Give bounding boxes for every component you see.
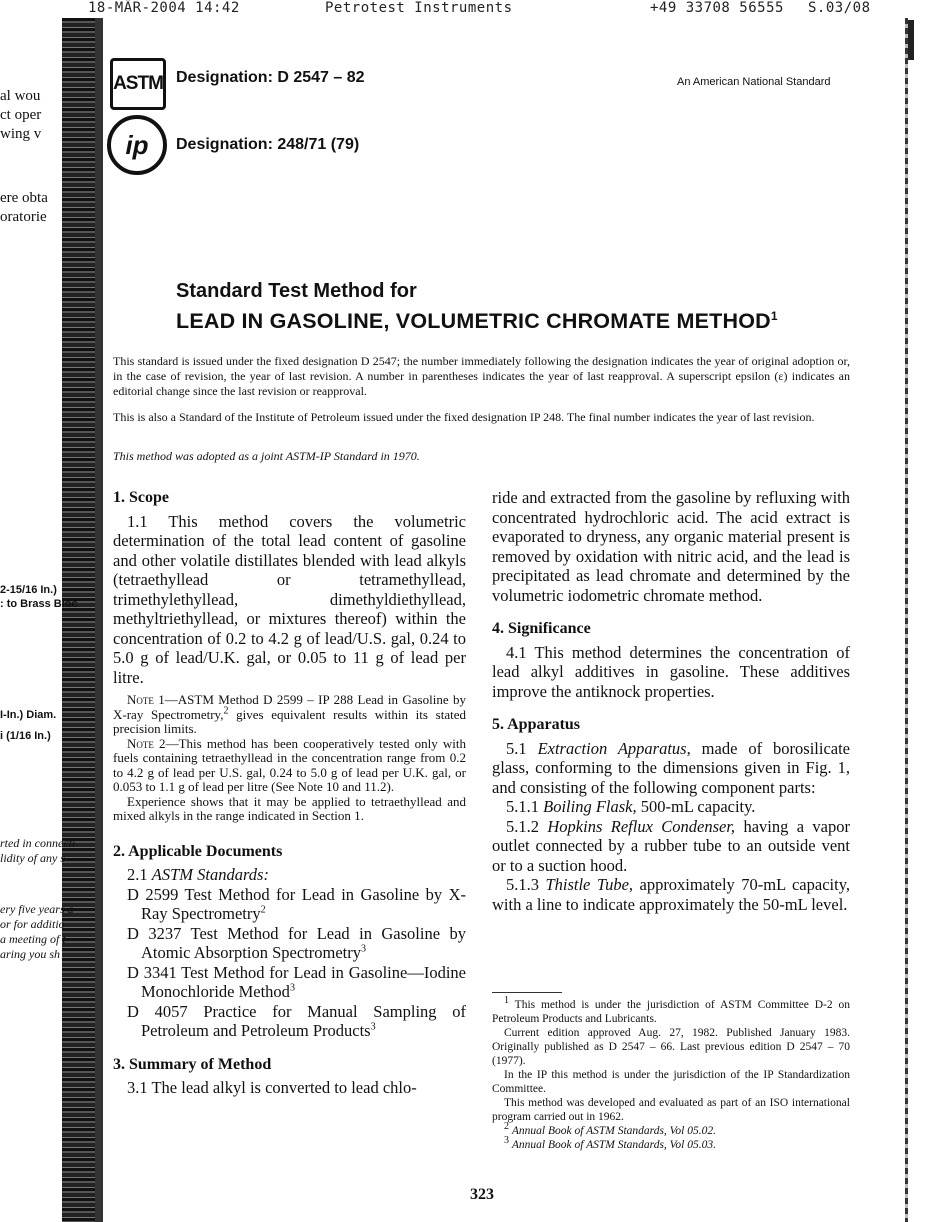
note-2-label: Note 2 [127, 735, 166, 751]
edge-fragment: wing v [0, 126, 42, 142]
note-2-cont: Experience shows that it may be applied to tetraethyllead and mixed alkyls in the range indicated in Section 1. [113, 793, 466, 823]
apparatus-5-1-1-title: Boiling Flask, [543, 797, 637, 816]
scope-1-1: 1.1 This method covers the volumetric determination of the total lead content of gasoline and other volatile distillates blended with lead alkyls (tetraethyllead or tetramethyllead, trimethylethyllead, dimethyldiethyllead, methyltriethyllead, or mixtures thereof) within the concentration of 0.2 to 4.2 g of lead/U.S. gal, 0.24 to 5.0 g of lead/U.K. gal, or 0.05 to 11 g of lead per litre. [113, 511, 466, 687]
apparatus-5-1-2-num: 5.1.2 [506, 816, 539, 836]
ref-text: D 3341 Test Method for Lead in Gasoline—Iodine Monochloride Method [127, 962, 466, 1001]
ip-designation: Designation: 248/71 (79) [176, 136, 360, 153]
preamble-issue: This standard is issued under the fixed designation D 2547; the number immediately following the designation indicates the year of original adoption or, in the case of revision, the year of last revision. A number in parentheses indicates the year of last reapproval. A superscript epsilon (ε) indicates an editorial change since the last revision or reapproval. [113, 354, 850, 398]
fax-datetime: 18-MÄR-2004 14:42 [88, 0, 240, 16]
footnote-3-mark: 3 [504, 1135, 509, 1147]
apparatus-5-1-1 [492, 797, 850, 817]
footnote-2 [492, 1121, 850, 1138]
apparatus-5-1-3-title: Thistle Tube, [545, 875, 634, 894]
edge-fragment: a meeting of t [0, 932, 66, 946]
summary-heading: 3. Summary of Method [113, 1055, 272, 1073]
applicable-heading: 2. Applicable Documents [113, 842, 283, 860]
apparatus-heading: 5. Apparatus [492, 716, 581, 733]
edge-fragment: i (1/16 In.) [0, 730, 51, 742]
note-2-text: —This method has been cooperatively tested only with fuels containing tetraethyllead in the concentration range from 0.2 to 4.2 g of lead per U.S. gal, 0.24 to 5.0 g of lead per U.K. gal, or 0.053 to 1.1 g of lead per litre (See Note 10 and 11.2). [113, 735, 467, 794]
fax-phone: +49 33708 56555 [650, 0, 784, 16]
footnote-3 [492, 1135, 850, 1152]
note-1-end: gives equivalent results within its stated precision limits. [113, 706, 466, 736]
ref-text: D 2599 Test Method for Lead in Gasoline by X-Ray Spectrometry [127, 884, 466, 923]
edge-fragment: ct oper [0, 107, 42, 123]
footnotes [492, 995, 850, 1152]
ref-text: D 3237 Test Method for Lead in Gasoline by Atomic Absorption Spectrometry [127, 923, 466, 962]
footnote-1 [492, 995, 850, 1026]
scan-binding-edge [95, 18, 103, 1222]
scan-right-edge [905, 18, 908, 1222]
fax-sender: Petrotest Instruments [325, 0, 513, 16]
edge-fragment: rted in connecti [0, 836, 76, 850]
significance-heading: 4. Significance [492, 620, 591, 637]
astm-designation: Designation: D 2547 – 82 [176, 69, 365, 86]
ref-sup: 3 [289, 982, 295, 994]
summary-3-1-cont: ride and extracted from the gasoline by refluxing with concentrated hydrochloric acid. The acid extract is evaporated to dryness, any organic material present is removed by oxidation with nitric acid, and the lead is precipitated as lead chromate and determined by the volumetric iodometric chromate method. [492, 488, 850, 605]
title-text: LEAD IN GASOLINE, VOLUMETRIC CHROMATE METHOD [176, 309, 771, 333]
apparatus-5-1-3 [492, 875, 850, 914]
footnote-1-text: This method is under the jurisdiction of ASTM Committee D-2 on Petroleum Products and Lubricants. [492, 999, 850, 1025]
note-1-sup: 2 [223, 705, 229, 717]
edge-fragment: I-In.) Diam. [0, 709, 57, 721]
footnote-1-mark: 1 [504, 995, 509, 1007]
right-column [492, 488, 850, 914]
note-1 [113, 693, 466, 737]
preamble-adopted: This method was adopted as a joint ASTM-IP Standard in 1970. [113, 449, 420, 463]
preamble-ip: This is also a Standard of the Institute of Petroleum issued under the fixed designation IP 248. The final number indicates the year of last revision. [113, 410, 815, 424]
ref-d2599 [113, 885, 466, 924]
edge-fragment: oratorie [0, 209, 47, 225]
edge-fragment: al wou [0, 88, 41, 104]
footnote-rule [492, 992, 562, 993]
applicable-sub-num: 2.1 [127, 865, 148, 884]
summary-3-1-start: 3.1 The lead alkyl is converted to lead chlo- [127, 1078, 417, 1097]
apparatus-5-1-text: made of borosilicate glass, conforming to the dimensions given in Fig. 1, and consisting of the following component parts: [492, 738, 850, 797]
ip-logo: ip [107, 115, 167, 175]
significance-4-1: 4.1 This method determines the concentration of lead alkyl additives in gasoline. These additives improve the antiknock properties. [492, 642, 850, 701]
apparatus-5-1-2-text: having a vapor outlet connected by a rubber tube to an outside vent or to a suction hood. [492, 816, 850, 875]
page-number: 323 [470, 1186, 494, 1203]
national-standard-label: An American National Standard [677, 76, 831, 88]
footnote-2-text: Annual Book of ASTM Standards, Vol 05.02. [511, 1125, 716, 1137]
ref-d3341 [113, 963, 466, 1002]
apparatus-5-1-3-text: approximately 70-mL capacity, with a line to indicate approximately the 50-mL level. [492, 875, 851, 914]
edge-fragment: lidity of any s [0, 851, 65, 865]
apparatus-5-1-1-num: 5.1.1 [506, 797, 539, 816]
applicable-sub-title: ASTM Standards: [151, 865, 269, 884]
scope-heading: 1. Scope [113, 489, 169, 506]
scan-right-mark [908, 20, 914, 60]
edge-fragment: ery five years a [0, 902, 74, 916]
note-1-text: —ASTM Method D 2599 – IP 288 Lead in Gasoline by X-ray Spectrometry, [113, 692, 467, 722]
title-footnote-mark: 1 [770, 308, 778, 323]
apparatus-5-1-3-num: 5.1.3 [506, 875, 539, 894]
ref-sup: 3 [360, 943, 366, 955]
footnote-3-text: Annual Book of ASTM Standards, Vol 05.03. [511, 1139, 716, 1151]
title-line1: Standard Test Method for [176, 280, 417, 302]
edge-fragment: aring you sh [0, 947, 60, 961]
note-1-label: Note 1 [127, 692, 165, 707]
edge-fragment: ere obta [0, 190, 48, 206]
astm-logo: ASTM [110, 58, 166, 110]
fax-page: S.03/08 [808, 0, 871, 16]
left-column [113, 488, 466, 1098]
ref-text: D 4057 Practice for Manual Sampling of Petroleum and Petroleum Products [127, 1001, 466, 1040]
edge-fragment: or for additio [0, 917, 65, 931]
note-2 [113, 737, 466, 795]
edge-fragment: : to Brass Bloc [0, 598, 78, 610]
apparatus-5-1-2-title: Hopkins Reflux Condenser, [547, 816, 736, 836]
apparatus-5-1-1-text: 500-mL capacity. [636, 797, 756, 816]
apparatus-5-1 [492, 739, 850, 798]
ref-sup: 2 [260, 904, 266, 916]
footnote-1d: This method was developed and evaluated as part of an ISO international program carried out in 1962. [492, 1097, 850, 1123]
ref-d3237 [113, 924, 466, 963]
edge-fragment: 2-15/16 In.) [0, 584, 57, 596]
apparatus-5-1-2 [492, 817, 850, 876]
ref-d4057 [113, 1002, 466, 1041]
ref-sup: 3 [370, 1021, 376, 1033]
applicable-2-1 [113, 865, 466, 885]
apparatus-5-1-num: 5.1 [506, 738, 527, 758]
footnote-1c: In the IP this method is under the jurisdiction of the IP Standardization Committee. [492, 1069, 850, 1095]
footnote-1b: Current edition approved Aug. 27, 1982. Published January 1983. Originally published as D 2547 – 66. Last previous edition D 2547 – 70 (1977). [492, 1027, 850, 1067]
title-line2 [176, 309, 778, 334]
apparatus-5-1-title: Extraction Apparatus, [537, 738, 691, 758]
footnote-2-mark: 2 [504, 1121, 509, 1133]
